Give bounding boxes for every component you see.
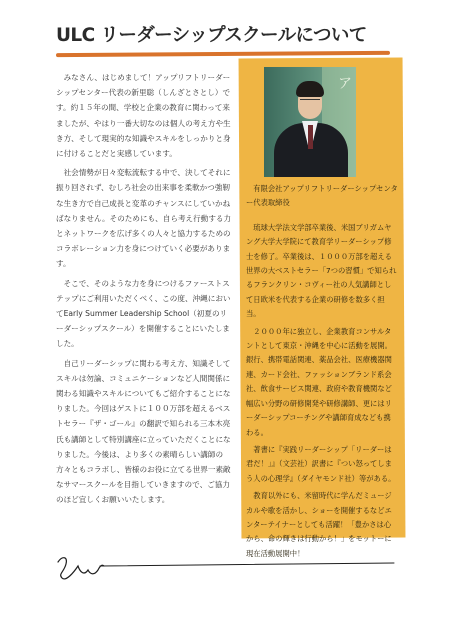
intro-paragraph: みなさん、はじめまして！アップリフトリーダーシップセンター代表の新里聡（しんざとさとし）です。約１５年の間、学校と企業の教育に関わって来ましたが、やはり一番大切なのは個人の考え方や生き方、そして現実的な知識やスキルをしっかりと身に付けることだと実感しています。 [56,73,231,159]
profile-paragraph: 教育以外にも、米留時代に学んだミュージカルや歌を活かし、ショーを開催するなどエンターテイナーとしても活躍！「豊かさは心から、命の輝きは行動から！」をモットーに現在活動展開中！ [246,491,392,558]
intro-paragraph: そこで、そのような力を身につけるファーストステップにご利用いただくべく、この度、沖縄においてEarly Summer Leadership School（初夏のリーダーシップスクール）を開催することにいたしました。 [56,278,231,349]
portrait-photo [264,67,356,177]
page-title: ULC リーダーシップスクールについて [56,25,367,46]
photo-glasses [300,99,320,104]
intro-paragraph: 自己リーダーシップに関わる考え方、知識そしてスキルは勿論、コミュニケーションなど人間関係に関わる知識やスキルについてもご紹介することになりました。今回はゲストに１００万部を超えるベストセラー『ザ・ゴール』の翻訳で知られる三本木亮氏も講師として特別講座に立っていただくことになりました。今後は、より多くの素晴らしい講師の方々ともコラボし、皆様のお役に立てる世界一素敵なサマースクールを目指していきますので、ご協力のほど宜しくお願いいたします。 [56,358,231,505]
introduction-column [56,70,234,512]
intro-paragraph: 社会情勢が日々変転流転する中で、決してそれに振り回されず、むしろ社会の出来事を柔軟かつ強靭な生き方で自己成長と変革のチャンスにしていかねばなりません。そのためにも、自ら考え行動する力とネットワークを広げ多くの人々と協力するためのコラボレーション力を身につけていく必要があります。 [56,168,232,269]
title-underline [56,51,390,57]
photo-tie [308,125,313,149]
profile-text [246,182,398,564]
photo-sign-letter: ア [338,76,352,92]
profile-role: 有限会社アップリフトリーダーシップセンター代表取締役 [246,184,398,208]
profile-paragraph: 著書に『実践リーダーシップ「リーダーは君だ！」』（文芸社）訳書に『つい怒ってしまう人の心理学』（ダイヤモンド社）等がある。 [246,444,396,483]
signature-flourish [58,558,104,579]
photo-hair [296,81,324,97]
signature-underline [100,563,394,566]
signature-line [56,552,396,588]
profile-paragraph: ２０００年に独立し、企業教育コンサルタントとして東京・沖縄を中心に活動を展開。銀行、携帯電話関連、薬品会社、医療機器関連、カード会社、ファッションブランド系会社、飲食サービス関連、政府や教育機関など幅広い分野の研修開発や研修講師、更にはリーダーシップコーチングや講師育成なども携わる。 [246,326,392,437]
profile-paragraph: 琉球大学法文学部卒業後、米国ブリガムヤング大学大学院にて教育学リーダーシップ修士を修了。卒業後は、１０００万部を超える世界の大ベストセラー「7つの習慣」で知られるフランクリン・コヴィー社の人気講師として日欧米を代表する企業の研修を数多く担当。 [246,222,397,319]
